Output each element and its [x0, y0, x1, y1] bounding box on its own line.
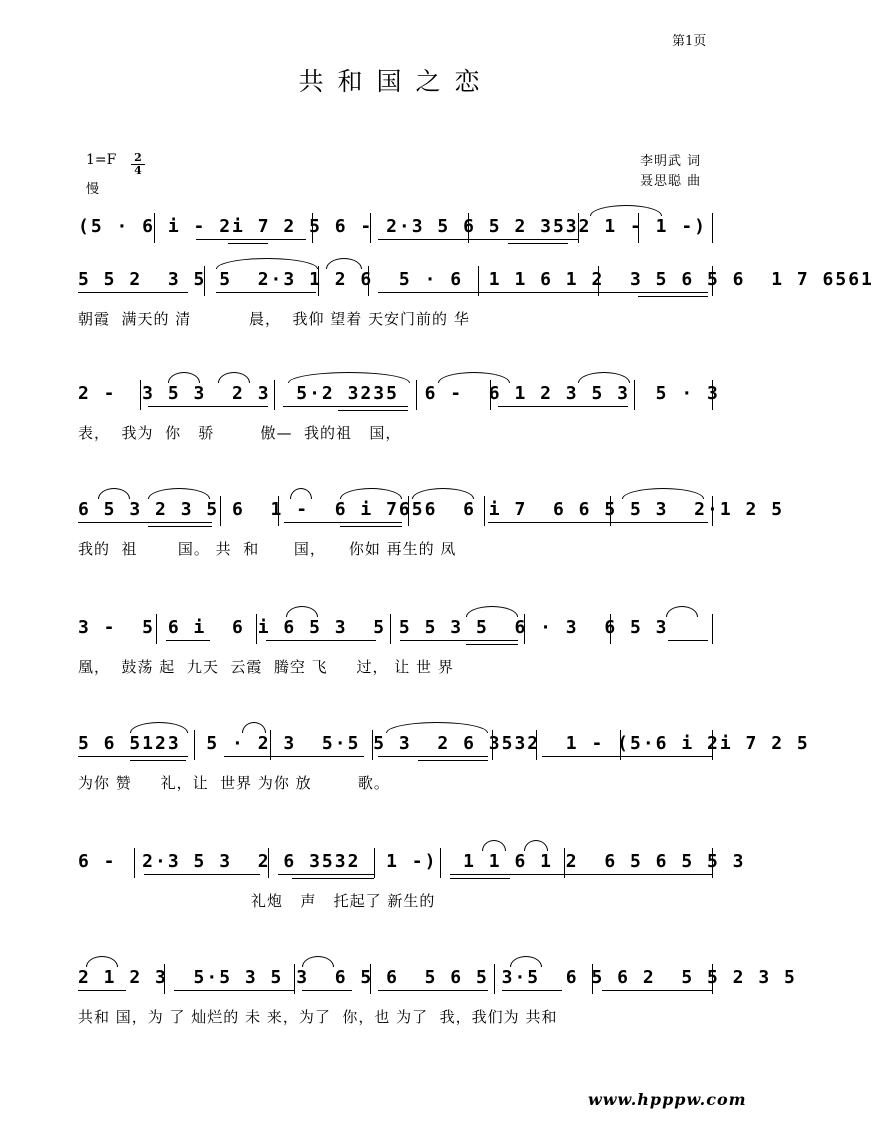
bar-line	[156, 614, 157, 644]
beam	[228, 243, 268, 244]
key-signature: 1=F	[86, 152, 117, 168]
beam	[340, 526, 402, 527]
beam	[450, 878, 510, 879]
bar-line	[712, 730, 713, 760]
beam	[508, 243, 568, 244]
time-signature-numerator: 2	[131, 152, 145, 165]
beam	[266, 640, 376, 641]
bar-line	[712, 380, 713, 410]
bar-line	[154, 213, 155, 243]
page-number: 第1页	[672, 34, 707, 49]
score-system	[78, 722, 810, 812]
score-system	[78, 258, 874, 348]
bar-line	[440, 848, 441, 878]
beam	[148, 526, 212, 527]
score-system	[78, 840, 746, 930]
lyrics-line: 朝霞 满天的 清 晨， 我仰 望着 天安门前的 华	[78, 310, 470, 328]
beam	[378, 292, 708, 293]
site-watermark: www.hpppw.com	[588, 1090, 747, 1109]
beam	[400, 640, 518, 641]
bar-line	[468, 213, 469, 243]
score-system	[78, 372, 718, 462]
beam	[466, 644, 518, 645]
beam	[668, 640, 708, 641]
beam	[78, 292, 188, 293]
bar-line	[370, 964, 371, 994]
bar-line	[368, 266, 369, 296]
time-signature	[131, 152, 145, 177]
bar-line	[256, 614, 257, 644]
bar-line	[194, 730, 195, 760]
bar-line	[220, 496, 221, 526]
bar-line	[268, 848, 269, 878]
beam	[283, 406, 408, 407]
bar-line	[712, 266, 713, 296]
lyrics-line: 我的 祖 国。 共 和 国， 你如 再生的 凤	[78, 540, 457, 558]
notation-line: 6 5 3 2 3 5 6 1 - 6 i 7656 6 i 7 6 6 5 5 3 2·1 2 5	[78, 499, 785, 520]
bar-line	[524, 614, 525, 644]
beam	[166, 640, 210, 641]
bar-line	[408, 496, 409, 526]
beam	[148, 406, 268, 407]
bar-line	[294, 964, 295, 994]
tempo-marking: 慢	[86, 182, 100, 197]
beam	[602, 990, 712, 991]
bar-line	[620, 730, 621, 760]
bar-line	[390, 614, 391, 644]
beam	[130, 760, 186, 761]
beam	[284, 522, 402, 523]
bar-line	[372, 730, 373, 760]
lyricist-credit: 李明武 词	[640, 154, 702, 169]
beam	[338, 410, 408, 411]
bar-line	[712, 496, 713, 526]
bar-line	[592, 964, 593, 994]
bar-line	[270, 730, 271, 760]
beam	[378, 756, 488, 757]
beam	[638, 296, 708, 297]
beam	[224, 756, 364, 757]
beam	[488, 522, 708, 523]
bar-line	[370, 213, 371, 243]
bar-line	[484, 496, 485, 526]
bar-line	[712, 213, 713, 243]
bar-line	[712, 964, 713, 994]
beam	[196, 239, 306, 240]
notation-line: 3 - 5 6 i 6 i 6 5 3 5 5 5 3 5 6 · 3 6 5 3	[78, 617, 669, 638]
lyrics-line: 凰， 鼓荡 起 九天 云霞 腾空 飞 过， 让 世 界	[78, 658, 454, 676]
beam	[78, 990, 126, 991]
bar-line	[312, 213, 313, 243]
bar-line	[564, 848, 565, 878]
bar-line	[318, 266, 319, 296]
lyrics-line: 为你 赞 礼，让 世界 为你 放 歌。	[78, 774, 390, 792]
lyrics-line: 表， 我为 你 骄 傲— 我的祖 国，	[78, 424, 402, 442]
beam	[78, 756, 188, 757]
bar-line	[712, 614, 713, 644]
bar-line	[204, 266, 205, 296]
beam	[378, 239, 578, 240]
notation-line: 6 - 2·3 5 3 2 6 3532 1 -) 1 1 6 1 2 6 5 6 5 5 3	[78, 851, 746, 872]
beam	[302, 990, 352, 991]
bar-line	[598, 266, 599, 296]
bar-line	[416, 380, 417, 410]
beam	[144, 874, 260, 875]
bar-line	[140, 380, 141, 410]
score-system	[78, 606, 718, 696]
notation-line: 2 1 2 3 5·5 3 5 3 6 5 6 5 6 5 3·5 6 5 6 2 5 5 2 3 5	[78, 967, 797, 988]
bar-line	[634, 380, 635, 410]
bar-line	[578, 213, 579, 243]
beam	[418, 760, 488, 761]
beam	[542, 756, 712, 757]
composer-credit: 聂思聪 曲	[640, 174, 702, 189]
notation-line: 2 - 3 5 3 2 3 5·2 3235 6 - 6 1 2 3 5 3 5 · 3	[78, 383, 720, 404]
beam	[378, 990, 488, 991]
bar-line	[478, 266, 479, 296]
time-signature-denominator: 4	[134, 164, 142, 177]
beam	[174, 990, 294, 991]
bar-line	[638, 213, 639, 243]
notation-line: (5 · 6 i - 2i 7 2 5 6 - 2·3 5 6 5 2 3532 1 - 1 -)	[78, 216, 708, 237]
beam	[78, 522, 212, 523]
beam	[278, 874, 374, 875]
bar-line	[134, 848, 135, 878]
notation-line: 5 5 2 3 5 5 2·3 1 2 6 5 · 6 1 1 6 1 2 3 5 6 5 6 1 7 6561	[78, 269, 874, 290]
bar-line	[274, 380, 275, 410]
beam	[450, 874, 712, 875]
bar-line	[610, 496, 611, 526]
lyrics-line: 礼炮 声 托起了 新生的	[78, 892, 436, 910]
beam	[502, 990, 562, 991]
score-system	[78, 956, 797, 1046]
beam	[498, 406, 628, 407]
song-title: 共和国之恋	[298, 67, 494, 96]
bar-line	[278, 496, 279, 526]
bar-line	[712, 848, 713, 878]
beam	[216, 292, 316, 293]
bar-line	[374, 848, 375, 878]
bar-line	[490, 380, 491, 410]
bar-line	[164, 964, 165, 994]
bar-line	[610, 614, 611, 644]
score-system	[78, 488, 785, 578]
lyrics-line: 共和 国，为 了 灿烂的 未 来，为了 你，也 为了 我，我们为 共和	[78, 1008, 558, 1026]
bar-line	[536, 730, 537, 760]
notation-line: 5 6 5123 5 · 2 3 5·5 5 3 2 6 3532 1 - (5·6 i 2i 7 2 5	[78, 733, 810, 754]
bar-line	[492, 730, 493, 760]
beam	[292, 878, 374, 879]
credits	[640, 152, 701, 192]
bar-line	[494, 964, 495, 994]
